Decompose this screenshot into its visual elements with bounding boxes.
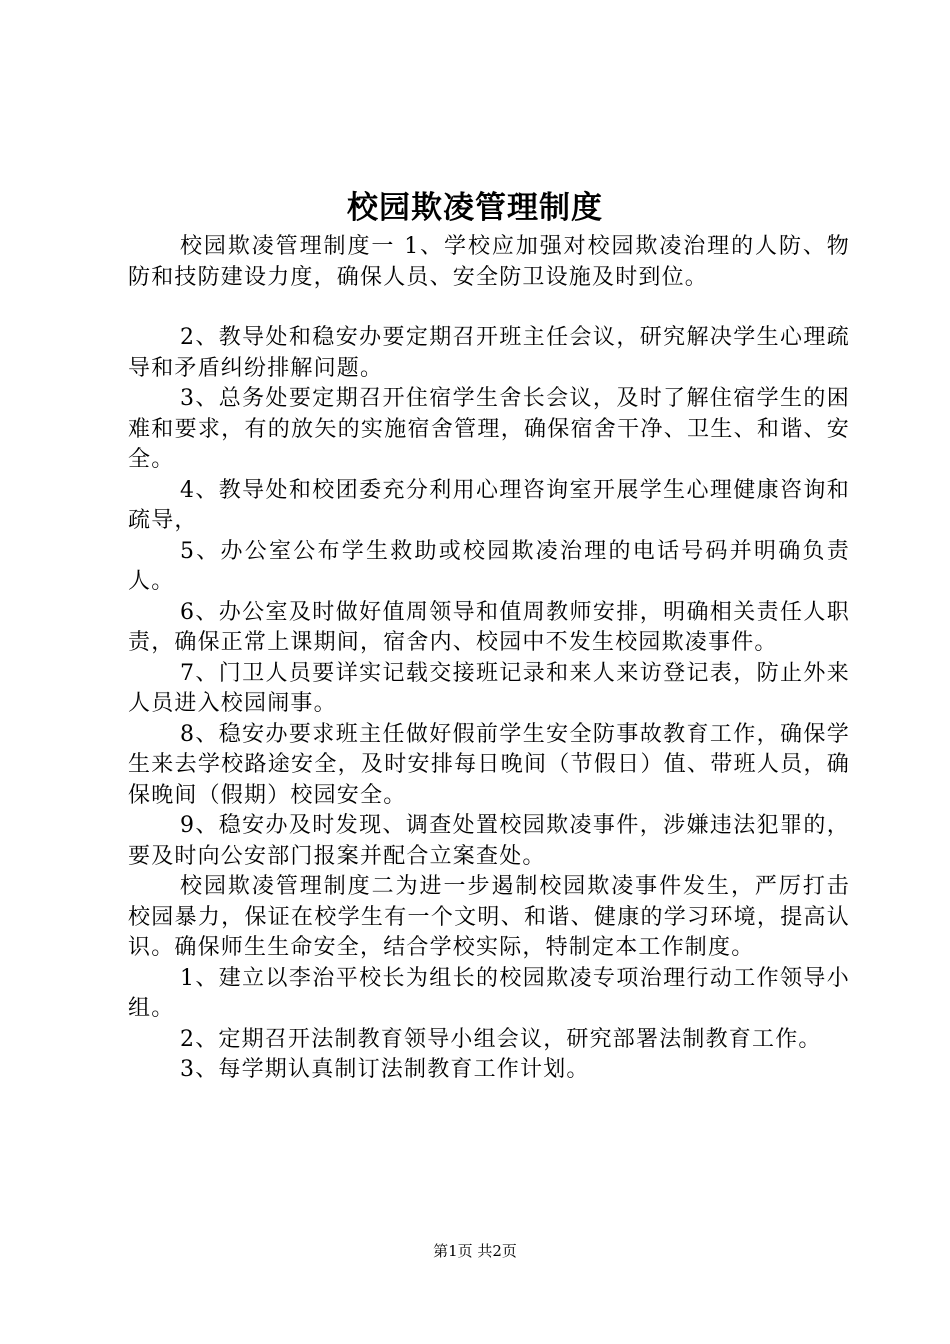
paragraph: 2、教导处和稳安办要定期召开班主任会议，研究解决学生心理疏导和矛盾纠纷排解问题。 — [128, 325, 850, 381]
page-title: 校园欺凌管理制度 — [347, 190, 603, 226]
document-body — [128, 232, 850, 1086]
paragraph: 校园欺凌管理制度二为进一步遏制校园欺凌事件发生，严厉打击校园暴力，保证在校学生有一个文明、和谐、健康的学习环境，提高认识。确保师生生命安全，结合学校实际，特制定本工作制度。 — [128, 874, 850, 960]
page-footer: 第1页 共2页 — [433, 1242, 517, 1260]
paragraph: 1、建立以李治平校长为组长的校园欺凌专项治理行动工作领导小组。 — [128, 965, 850, 1021]
paragraph: 9、稳安办及时发现、调查处置校园欺凌事件，涉嫌违法犯罪的，要及时向公安部门报案并配合立案查处。 — [128, 813, 850, 869]
paragraph: 7、门卫人员要详实记载交接班记录和来人来访登记表，防止外来人员进入校园闹事。 — [128, 660, 850, 716]
paragraph: 8、稳安办要求班主任做好假前学生安全防事故教育工作，确保学生来去学校路途安全，及时安排每日晚间（节假日）值、带班人员，确保晚间（假期）校园安全。 — [128, 721, 850, 808]
paragraph: 6、办公室及时做好值周领导和值周教师安排，明确相关责任人职责，确保正常上课期间，宿舍内、校园中不发生校园欺凌事件。 — [128, 599, 850, 655]
paragraph: 3、每学期认真制订法制教育工作计划。 — [180, 1057, 590, 1082]
paragraph: 5、办公室公布学生救助或校园欺凌治理的电话号码并明确负责人。 — [128, 538, 850, 594]
paragraph: 校园欺凌管理制度一 1、学校应加强对校园欺凌治理的人防、物防和技防建设力度，确保人员、安全防卫设施及时到位。 — [128, 234, 850, 290]
paragraph: 4、教导处和校团委充分利用心理咨询室开展学生心理健康咨询和疏导， — [128, 477, 850, 533]
paragraph: 2、定期召开法制教育领导小组会议，研究部署法制教育工作。 — [180, 1026, 822, 1052]
paragraph: 3、总务处要定期召开住宿学生舍长会议，及时了解住宿学生的困难和要求，有的放矢的实施宿舍管理，确保宿舍干净、卫生、和谐、安全。 — [128, 386, 850, 472]
